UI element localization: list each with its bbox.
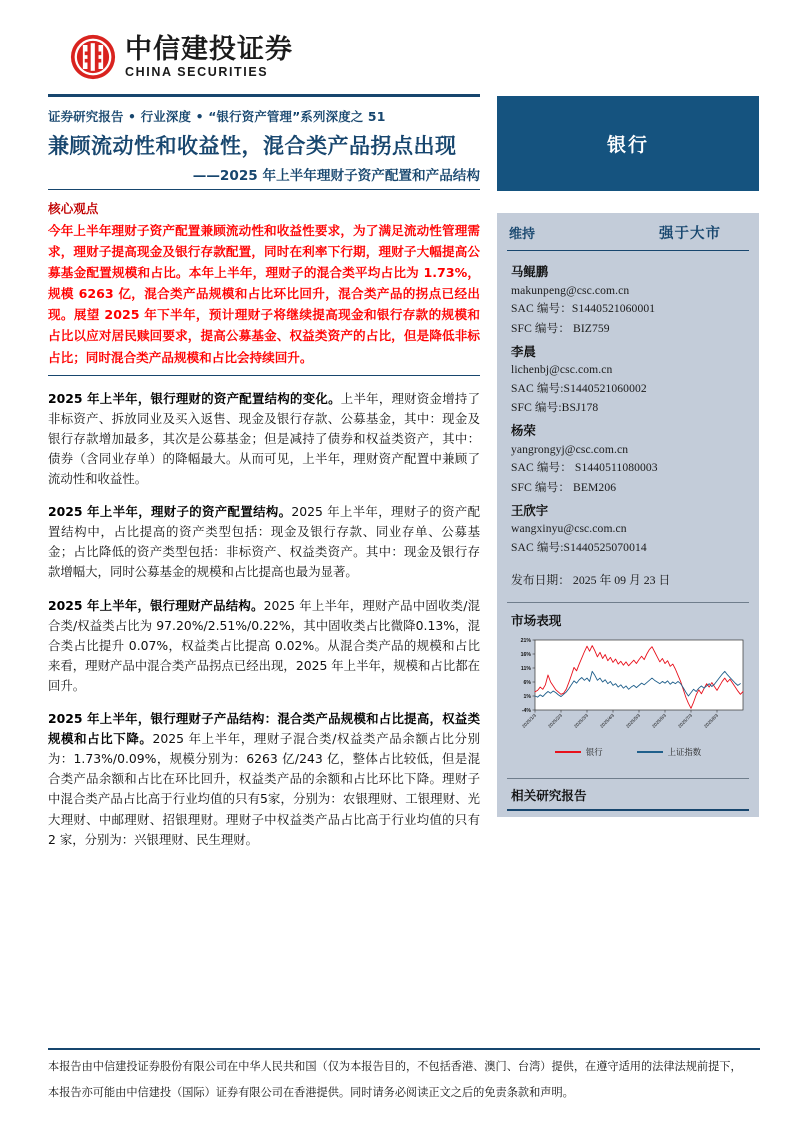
legend-label-bank: 银行: [585, 746, 603, 757]
body-paragraph: [48, 596, 480, 696]
analyst-entry: [511, 262, 745, 336]
analyst-entry: [511, 342, 745, 416]
page-footer: [48, 1048, 760, 1103]
body-paragraph: [48, 709, 480, 850]
analyst-sac-number: SAC 编号：S1440521060001: [511, 302, 656, 316]
legend-item-bank: [555, 746, 603, 758]
title-divider: [48, 189, 480, 190]
analyst-email[interactable]: wangxinyu@csc.com.cn: [511, 522, 627, 536]
svg-text:-4%: -4%: [521, 708, 531, 715]
svg-text:21%: 21%: [520, 638, 531, 645]
report-kicker: 证券研究报告 • 行业深度 • “银行资产管理”系列深度之 51: [48, 108, 386, 124]
paragraph-lead: 2025 年上半年，银行理财产品结构。: [48, 597, 264, 613]
legend-item-index: [637, 746, 702, 758]
related-research-title: 相关研究报告: [511, 788, 587, 804]
logo-wordmark: [125, 33, 293, 79]
paragraph-text: 2025 年上半年，理财子的资产配置结构中，占比提高的资产类型包括：现金及银行存款、同业存单、公募基金；占比降低的资产类型包括：非标资产、权益类资产。其中：现金及银行存款增幅大，同时公募基金的规模和占比提高也最为显著。: [48, 504, 480, 580]
chart-legend: [505, 744, 751, 764]
analyst-sfc-number: SFC 编号:BSJ178: [511, 401, 599, 415]
analyst-name: 马鲲鹏: [511, 264, 549, 280]
related-research-section: [497, 778, 759, 811]
paragraph-lead: 2025 年上半年，银行理财子产品结构：混合类产品规模和占比提高，权益类规模和占比下降。: [48, 711, 480, 747]
analyst-sac-number: SAC 编号:S1440525070014: [511, 540, 647, 554]
market-performance-section: [497, 602, 759, 634]
paragraph-text: 2025 年上半年，理财产品中固收类/混合类/权益类占比为 97.20%/2.51%/0.22%，其中固收类占比微降0.13%，混合类占比提升 0.07%，权益类占比提高 0.02%。从混合类产品的规模和占比来看，理财产品中混合类产品拐点已经出现，2025 年上半年，规模和占比都在回升。: [48, 597, 480, 693]
sector-banner: 银行: [497, 96, 759, 191]
analyst-email[interactable]: makunpeng@csc.com.cn: [511, 283, 630, 297]
legend-label-index: 上证指数: [667, 746, 702, 757]
svg-text:2025/8/3: 2025/8/3: [703, 712, 720, 729]
svg-text:11%: 11%: [520, 666, 531, 673]
footer-disclaimer-line2: 本报告亦可能由中信建投（国际）证券有限公司在香港提供。同时请务必阅读正文之后的免责条款和声明。: [48, 1086, 574, 1100]
legend-swatch-bank: [555, 751, 581, 753]
market-performance-chart: [497, 634, 759, 768]
core-view-body: 今年上半年理财子资产配置兼顾流动性和收益性要求，为了满足流动性管理需求，理财子提高现金及银行存款配置，同时在利率下行期，理财子大幅提高公募基金配置规模和占比。本年上半年，理财子的混合类平均占比为 1.73%，规模 6263 亿，混合类产品规模和占比环比回升，混合类产品的拐点已经出现。展望 2025 年下半年，预计理财子将继续提高现金和银行存款的规模和占比以应对居民赎回要求，提高公募基金、权益类资产的占比，但是降低非标占比；同时混合类产品规模和占比会持续回升。: [48, 222, 480, 365]
svg-text:2025/5/3: 2025/5/3: [625, 712, 642, 729]
legend-swatch-index: [637, 751, 663, 753]
analyst-email[interactable]: lichenbj@csc.com.cn: [511, 363, 613, 377]
analyst-name: 李晨: [511, 343, 536, 359]
related-research-rule: [507, 809, 749, 811]
core-view-heading: 核心观点: [48, 200, 99, 216]
logo-english-name: CHINA SECURITIES: [125, 64, 269, 79]
analyst-name: 杨荣: [511, 423, 536, 439]
svg-text:2025/1/3: 2025/1/3: [521, 712, 538, 729]
analyst-entry: [511, 421, 745, 495]
svg-text:6%: 6%: [523, 680, 531, 687]
analyst-sac-number: SAC 编号： S1440511080003: [511, 461, 658, 475]
analyst-sac-number: SAC 编号:S1440521060002: [511, 381, 647, 395]
paragraph-text: 上半年，理财资金增持了非标资产、拆放同业及买入返售、现金及银行存款、公募基金，其中：现金及银行存款增加最多，其次是公募基金；但是减持了债券和权益类资产，其中：债券（含同业存单）的降幅最大。从而可见，上半年，理财资产配置中兼顾了流动性和收益性。: [48, 390, 480, 487]
svg-text:1%: 1%: [523, 694, 531, 701]
right-sidebar: [497, 96, 759, 817]
logo-chinese-name: 中信建投证券: [125, 33, 293, 65]
company-logo: [48, 28, 480, 86]
svg-text:2025/6/3: 2025/6/3: [651, 712, 668, 729]
rating-value: 强于大市: [659, 226, 721, 242]
publish-date: 发布日期： 2025 年 09 月 23 日: [511, 572, 671, 587]
footer-disclaimer-line1: 本报告由中信建投证券股份有限公司在中华人民共和国（仅为本报告目的，不包括香港、澳门、台湾）提供，在遵守适用的法律法规前提下，: [48, 1059, 742, 1073]
footer-divider: [48, 1048, 760, 1050]
svg-text:2025/2/3: 2025/2/3: [547, 712, 564, 729]
svg-text:2025/7/3: 2025/7/3: [677, 712, 694, 729]
body-paragraph: [48, 389, 480, 489]
page-title: 兼顾流动性和收益性，混合类产品拐点出现: [48, 133, 457, 158]
core-view-divider: [48, 375, 480, 376]
analyst-name: 王欣宇: [511, 502, 549, 518]
analyst-info-panel: [497, 213, 759, 817]
svg-text:2025/4/3: 2025/4/3: [599, 712, 616, 729]
paragraph-lead: 2025 年上半年，银行理财的资产配置结构的变化。: [48, 390, 341, 406]
body-paragraph: [48, 502, 480, 582]
market-performance-title: 市场表现: [511, 612, 562, 628]
svg-text:16%: 16%: [520, 652, 531, 659]
left-content-column: [48, 28, 480, 850]
page-subtitle: ——2025 年上半年理财子资产配置和产品结构: [192, 167, 480, 184]
analyst-list: [497, 251, 759, 555]
analyst-email[interactable]: yangrongyj@csc.com.cn: [511, 442, 629, 456]
analyst-entry: [511, 501, 745, 555]
analyst-sfc-number: SFC 编号： BEM206: [511, 480, 617, 494]
paragraph-lead: 2025 年上半年，理财子的资产配置结构。: [48, 504, 292, 520]
rating-label: 维持: [509, 227, 536, 242]
csc-logo-icon: [70, 34, 116, 80]
header-divider: [48, 94, 480, 97]
paragraph-text: 2025 年上半年，理财子混合类/权益类产品余额占比分别为：1.73%/0.09%，规模分别为：6263 亿/243 亿，整体占比较低，但是混合类产品余额和占比在环比回升，权益类产品的余额和占比环比下降。理财子中混合类产品占比高于行业均值的只有5家，分别为：农银理财、工银理财、光大理财、中邮理财、招银理财。理财子中权益类产品占比高于行业均值的只有 2 家，分别为：兴银理财、民生理财。: [48, 731, 480, 847]
analyst-sfc-number: SFC 编号： BIZ759: [511, 321, 610, 335]
rating-row: [497, 213, 759, 250]
svg-text:2025/3/3: 2025/3/3: [573, 712, 590, 729]
performance-line-chart: [505, 636, 749, 740]
